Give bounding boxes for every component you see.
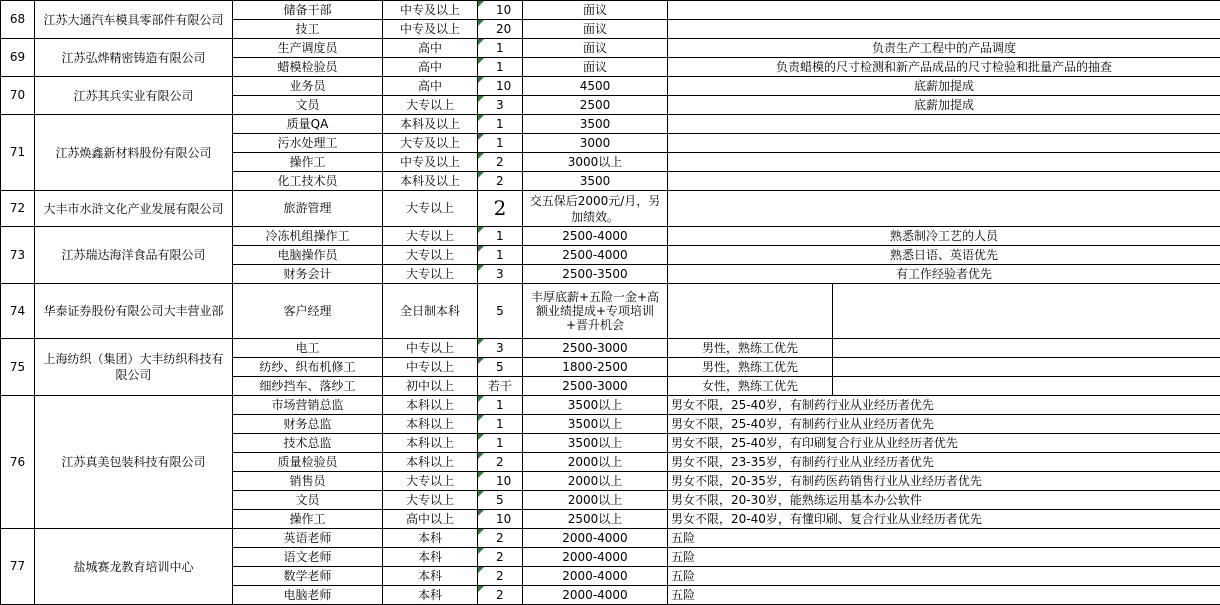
requirements: 男女不限，20-40岁，有懂印刷、复合行业从业经历者优先 [668,510,1220,529]
education: 中专以上 [383,358,478,377]
salary: 2500-3000 [523,339,668,358]
education: 初中以上 [383,377,478,396]
salary: 3000以上 [523,153,668,172]
company-name: 盐城赛龙教育培训中心 [35,529,233,605]
headcount: 1 [478,115,523,134]
education: 高中 [383,77,478,96]
company-name: 大丰市水浒文化产业发展有限公司 [35,191,233,227]
headcount: 1 [478,227,523,246]
job-title: 电脑老师 [233,586,383,605]
job-title: 蜡模检验员 [233,58,383,77]
table-row [1,191,1220,227]
requirements: 底薪加提成 [668,96,1220,115]
requirements [668,134,1220,153]
job-title: 纺纱、织布机修工 [233,358,383,377]
headcount: 1 [478,415,523,434]
education: 中专及以上 [383,1,478,20]
job-title: 操作工 [233,510,383,529]
job-title: 操作工 [233,153,383,172]
education: 本科 [383,548,478,567]
salary: 3500 [523,172,668,191]
requirements [668,115,1220,134]
education: 大专以上 [383,246,478,265]
job-title: 财务会计 [233,265,383,284]
education: 本科及以上 [383,172,478,191]
headcount: 3 [478,96,523,115]
requirements: 五险 [668,529,1220,548]
salary: 面议 [523,39,668,58]
headcount: 1 [478,58,523,77]
headcount: 1 [478,134,523,153]
job-title: 生产调度员 [233,39,383,58]
job-title: 细纱挡车、落纱工 [233,377,383,396]
headcount: 5 [478,358,523,377]
company-name: 江苏瑞达海洋食品有限公司 [35,227,233,284]
requirements: 熟悉制冷工艺的人员 [668,227,1220,246]
salary: 2500-3500 [523,265,668,284]
job-title: 技工 [233,20,383,39]
education: 本科 [383,567,478,586]
headcount: 2 [478,586,523,605]
company-number: 68 [1,1,35,39]
empty-cell [833,377,1220,396]
requirements: 底薪加提成 [668,77,1220,96]
headcount: 2 [478,567,523,586]
salary: 3000 [523,134,668,153]
salary: 面议 [523,1,668,20]
job-title: 市场营销总监 [233,396,383,415]
education: 大专及以上 [383,134,478,153]
company-number: 76 [1,396,35,529]
job-title: 英语老师 [233,529,383,548]
job-title: 业务员 [233,77,383,96]
education: 高中 [383,39,478,58]
job-title: 文员 [233,491,383,510]
job-title: 冷冻机组操作工 [233,227,383,246]
headcount: 2 [478,529,523,548]
education: 本科以上 [383,415,478,434]
company-name: 江苏焕鑫新材料股份有限公司 [35,115,233,191]
job-title: 技术总监 [233,434,383,453]
salary: 1800-2500 [523,358,668,377]
requirements: 负责生产工程中的产品调度 [668,39,1220,58]
requirements: 男女不限，20-35岁，有制药医药销售行业从业经历者优先 [668,472,1220,491]
education: 中专以上 [383,339,478,358]
salary: 2500-4000 [523,227,668,246]
salary: 2500以上 [523,510,668,529]
education: 本科以上 [383,434,478,453]
company-number: 75 [1,339,35,396]
education: 中专及以上 [383,20,478,39]
table-row [1,115,1220,134]
education: 本科 [383,586,478,605]
requirements: 负责蜡模的尺寸检测和新产品成品的尺寸检验和批量产品的抽查 [668,58,1220,77]
table-row [1,227,1220,246]
salary: 4500 [523,77,668,96]
education: 大专以上 [383,265,478,284]
headcount: 20 [478,20,523,39]
salary: 丰厚底薪+五险一金+高额业绩提成+专项培训+晋升机会 [523,284,668,339]
empty-cell [833,339,1220,358]
job-title: 污水处理工 [233,134,383,153]
education: 高中以上 [383,510,478,529]
salary: 3500 [523,115,668,134]
headcount: 1 [478,39,523,58]
requirements: 男女不限，25-40岁，有印刷复合行业从业经历者优先 [668,434,1220,453]
requirements: 五险 [668,567,1220,586]
headcount: 5 [478,284,523,339]
requirements: 男女不限，25-40岁，有制药行业从业经历者优先 [668,396,1220,415]
headcount: 10 [478,510,523,529]
headcount: 2 [478,172,523,191]
headcount: 2 [478,453,523,472]
headcount: 10 [478,77,523,96]
job-title: 数学老师 [233,567,383,586]
job-title: 文员 [233,96,383,115]
salary: 2000以上 [523,491,668,510]
salary: 2000-4000 [523,567,668,586]
requirements: 五险 [668,548,1220,567]
salary: 面议 [523,58,668,77]
headcount: 2 [478,191,523,227]
headcount: 2 [478,548,523,567]
job-title: 旅游管理 [233,191,383,227]
table-row [1,529,1220,548]
company-name: 江苏真美包装科技有限公司 [35,396,233,529]
headcount: 10 [478,1,523,20]
education: 本科及以上 [383,115,478,134]
requirements: 熟悉日语、英语优先 [668,246,1220,265]
headcount: 3 [478,339,523,358]
headcount: 10 [478,472,523,491]
company-number: 69 [1,39,35,77]
requirements: 男性，熟练工优先 [668,358,833,377]
salary: 交五保后2000元/月，另加绩效。 [523,191,668,227]
salary: 3500以上 [523,396,668,415]
company-name: 江苏大通汽车模具零部件有限公司 [35,1,233,39]
company-name: 江苏其兵实业有限公司 [35,77,233,115]
salary: 2000-4000 [523,586,668,605]
requirements [668,284,833,339]
headcount: 1 [478,246,523,265]
company-name: 江苏弘烨精密铸造有限公司 [35,39,233,77]
empty-cell [833,284,1220,339]
job-title: 化工技术员 [233,172,383,191]
education: 大专以上 [383,227,478,246]
salary: 3500以上 [523,415,668,434]
job-title: 客户经理 [233,284,383,339]
table-row [1,77,1220,96]
headcount: 若干 [478,377,523,396]
education: 本科以上 [383,396,478,415]
company-number: 70 [1,77,35,115]
requirements [668,20,1220,39]
education: 大专以上 [383,191,478,227]
requirements [668,172,1220,191]
job-title: 电工 [233,339,383,358]
company-number: 77 [1,529,35,605]
company-number: 73 [1,227,35,284]
requirements: 男女不限，25-40岁，有制药行业从业经历者优先 [668,415,1220,434]
salary: 3500以上 [523,434,668,453]
headcount: 5 [478,491,523,510]
salary: 面议 [523,20,668,39]
salary: 2000以上 [523,472,668,491]
requirements [668,191,1220,227]
salary: 2500-4000 [523,246,668,265]
requirements [668,1,1220,20]
salary: 2000以上 [523,453,668,472]
empty-cell [833,358,1220,377]
requirements: 男女不限，23-35岁，有制药行业从业经历者优先 [668,453,1220,472]
company-number: 71 [1,115,35,191]
table-row [1,284,1220,339]
education: 高中 [383,58,478,77]
table-row [1,396,1220,415]
education: 中专及以上 [383,153,478,172]
salary: 2000-4000 [523,548,668,567]
requirements [668,153,1220,172]
education: 本科 [383,529,478,548]
table-row [1,339,1220,358]
education: 大专以上 [383,491,478,510]
headcount: 1 [478,396,523,415]
company-name: 华泰证券股份有限公司大丰营业部 [35,284,233,339]
salary: 2500-3000 [523,377,668,396]
headcount: 1 [478,434,523,453]
job-title: 语文老师 [233,548,383,567]
headcount: 2 [478,153,523,172]
requirements: 五险 [668,586,1220,605]
salary: 2500 [523,96,668,115]
education: 本科以上 [383,453,478,472]
job-title: 储备干部 [233,1,383,20]
requirements: 男女不限，20-30岁，能熟练运用基本办公软件 [668,491,1220,510]
salary: 2000-4000 [523,529,668,548]
job-title: 销售员 [233,472,383,491]
company-number: 72 [1,191,35,227]
table-row [1,39,1220,58]
requirements: 女性，熟练工优先 [668,377,833,396]
job-title: 质量检验员 [233,453,383,472]
education: 全日制本科 [383,284,478,339]
education: 大专以上 [383,96,478,115]
company-name: 上海纺织（集团）大丰纺织科技有限公司 [35,339,233,396]
requirements: 有工作经验者优先 [668,265,1220,284]
education: 大专以上 [383,472,478,491]
requirements: 男性，熟练工优先 [668,339,833,358]
job-title: 电脑操作员 [233,246,383,265]
headcount: 3 [478,265,523,284]
job-title: 财务总监 [233,415,383,434]
table-row [1,1,1220,20]
company-number: 74 [1,284,35,339]
job-title: 质量QA [233,115,383,134]
